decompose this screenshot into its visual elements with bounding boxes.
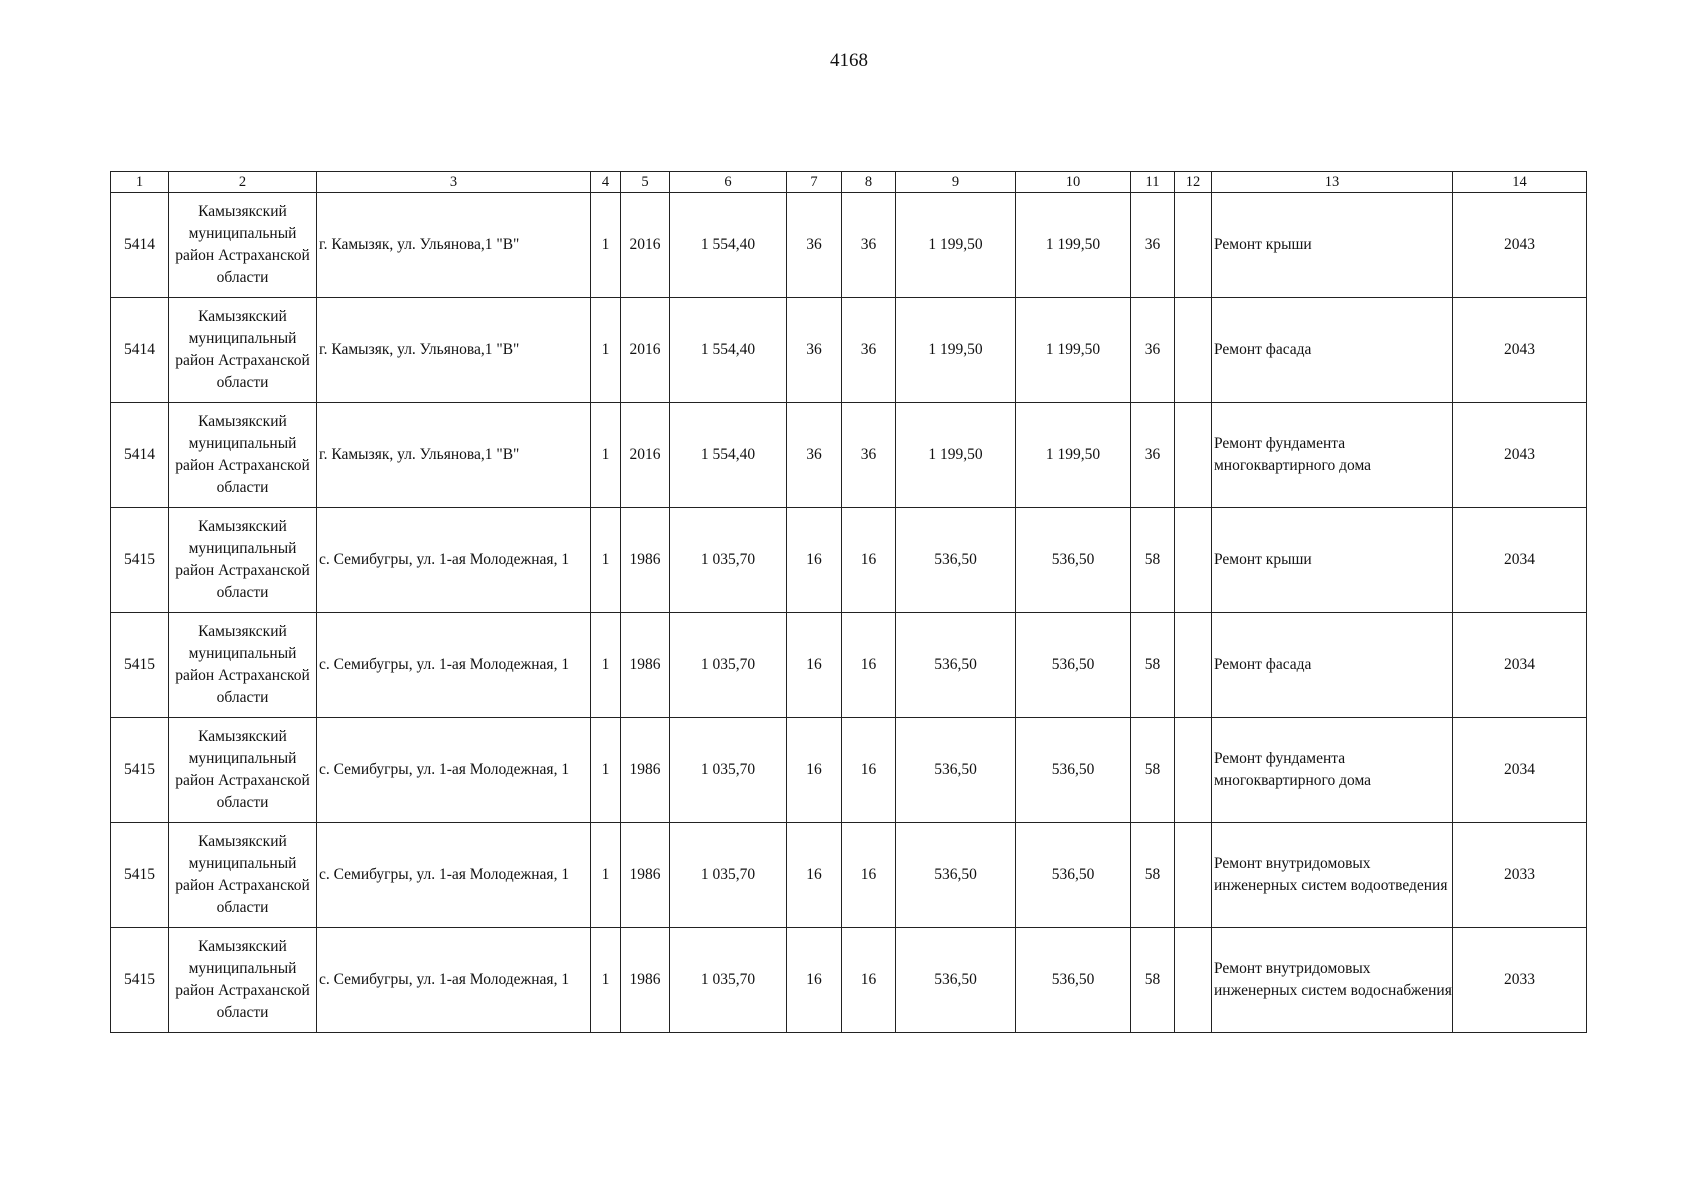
cell-col12	[1175, 928, 1212, 1033]
cell-col12	[1175, 298, 1212, 403]
cell-id: 5415	[111, 823, 169, 928]
cell-col4: 1	[591, 718, 621, 823]
cell-col9: 1 199,50	[896, 298, 1016, 403]
cell-id: 5415	[111, 718, 169, 823]
page-number: 4168	[830, 50, 868, 71]
cell-col8: 16	[842, 613, 896, 718]
cell-id: 5415	[111, 928, 169, 1033]
cell-work-type: Ремонт внутридомовых инженерных систем водоснабжения	[1212, 928, 1453, 1033]
cell-col9: 1 199,50	[896, 403, 1016, 508]
cell-col9: 536,50	[896, 613, 1016, 718]
cell-year: 2016	[621, 298, 670, 403]
cell-col7: 16	[787, 823, 842, 928]
cell-col7: 16	[787, 928, 842, 1033]
cell-municipality: Камызякский муниципальный район Астраханской области	[169, 403, 317, 508]
cell-year: 1986	[621, 613, 670, 718]
column-header: 13	[1212, 172, 1453, 193]
table-row	[111, 718, 1587, 823]
cell-address: с. Семибугры, ул. 1-ая Молодежная, 1	[317, 718, 591, 823]
cell-col10: 536,50	[1016, 613, 1131, 718]
cell-id: 5415	[111, 613, 169, 718]
cell-year: 1986	[621, 823, 670, 928]
column-header: 1	[111, 172, 169, 193]
cell-col6: 1 035,70	[670, 508, 787, 613]
cell-col9: 536,50	[896, 718, 1016, 823]
cell-col7: 16	[787, 613, 842, 718]
cell-col7: 36	[787, 403, 842, 508]
cell-col4: 1	[591, 928, 621, 1033]
cell-col10: 536,50	[1016, 928, 1131, 1033]
cell-work-type: Ремонт фасада	[1212, 613, 1453, 718]
cell-plan-year: 2043	[1453, 298, 1587, 403]
cell-work-type: Ремонт крыши	[1212, 193, 1453, 298]
cell-col12	[1175, 718, 1212, 823]
cell-address: с. Семибугры, ул. 1-ая Молодежная, 1	[317, 823, 591, 928]
cell-col4: 1	[591, 823, 621, 928]
cell-col8: 16	[842, 823, 896, 928]
cell-municipality: Камызякский муниципальный район Астраханской области	[169, 823, 317, 928]
cell-col8: 36	[842, 193, 896, 298]
cell-col4: 1	[591, 403, 621, 508]
cell-col11: 36	[1131, 403, 1175, 508]
cell-address: г. Камызяк, ул. Ульянова,1 "В"	[317, 403, 591, 508]
cell-col11: 58	[1131, 718, 1175, 823]
cell-work-type: Ремонт фасада	[1212, 298, 1453, 403]
cell-col8: 36	[842, 403, 896, 508]
table-row	[111, 403, 1587, 508]
column-header: 9	[896, 172, 1016, 193]
cell-col8: 16	[842, 718, 896, 823]
column-header: 4	[591, 172, 621, 193]
cell-col10: 536,50	[1016, 718, 1131, 823]
cell-col4: 1	[591, 193, 621, 298]
cell-address: г. Камызяк, ул. Ульянова,1 "В"	[317, 298, 591, 403]
cell-col6: 1 035,70	[670, 718, 787, 823]
cell-year: 1986	[621, 718, 670, 823]
cell-col8: 36	[842, 298, 896, 403]
cell-work-type: Ремонт фундамента многоквартирного дома	[1212, 718, 1453, 823]
cell-year: 2016	[621, 403, 670, 508]
table-row	[111, 508, 1587, 613]
cell-col11: 58	[1131, 613, 1175, 718]
cell-municipality: Камызякский муниципальный район Астраханской области	[169, 508, 317, 613]
cell-col9: 1 199,50	[896, 193, 1016, 298]
cell-address: с. Семибугры, ул. 1-ая Молодежная, 1	[317, 928, 591, 1033]
cell-col6: 1 554,40	[670, 298, 787, 403]
cell-col9: 536,50	[896, 823, 1016, 928]
cell-col6: 1 035,70	[670, 823, 787, 928]
cell-col7: 16	[787, 508, 842, 613]
cell-col7: 36	[787, 298, 842, 403]
cell-col11: 58	[1131, 508, 1175, 613]
column-header: 8	[842, 172, 896, 193]
column-header: 14	[1453, 172, 1587, 193]
column-header: 3	[317, 172, 591, 193]
cell-col10: 1 199,50	[1016, 193, 1131, 298]
header-row	[111, 172, 1587, 193]
cell-plan-year: 2033	[1453, 928, 1587, 1033]
column-header: 7	[787, 172, 842, 193]
cell-plan-year: 2034	[1453, 718, 1587, 823]
cell-col10: 1 199,50	[1016, 403, 1131, 508]
cell-municipality: Камызякский муниципальный район Астраханской области	[169, 718, 317, 823]
cell-col10: 1 199,50	[1016, 298, 1131, 403]
cell-col12	[1175, 193, 1212, 298]
table-row	[111, 298, 1587, 403]
column-header: 6	[670, 172, 787, 193]
cell-col4: 1	[591, 613, 621, 718]
cell-col7: 36	[787, 193, 842, 298]
table-body	[111, 193, 1587, 1033]
column-header: 11	[1131, 172, 1175, 193]
cell-plan-year: 2034	[1453, 508, 1587, 613]
cell-col9: 536,50	[896, 928, 1016, 1033]
cell-year: 1986	[621, 928, 670, 1033]
cell-municipality: Камызякский муниципальный район Астраханской области	[169, 928, 317, 1033]
cell-id: 5414	[111, 298, 169, 403]
cell-id: 5414	[111, 403, 169, 508]
cell-col11: 36	[1131, 298, 1175, 403]
cell-col8: 16	[842, 928, 896, 1033]
cell-col12	[1175, 508, 1212, 613]
cell-address: г. Камызяк, ул. Ульянова,1 "В"	[317, 193, 591, 298]
cell-year: 2016	[621, 193, 670, 298]
cell-col6: 1 035,70	[670, 928, 787, 1033]
cell-col4: 1	[591, 508, 621, 613]
cell-address: с. Семибугры, ул. 1-ая Молодежная, 1	[317, 508, 591, 613]
cell-col11: 58	[1131, 928, 1175, 1033]
cell-id: 5414	[111, 193, 169, 298]
table-row	[111, 823, 1587, 928]
cell-col10: 536,50	[1016, 508, 1131, 613]
cell-municipality: Камызякский муниципальный район Астраханской области	[169, 193, 317, 298]
cell-col12	[1175, 823, 1212, 928]
column-header: 5	[621, 172, 670, 193]
cell-col9: 536,50	[896, 508, 1016, 613]
cell-id: 5415	[111, 508, 169, 613]
cell-col8: 16	[842, 508, 896, 613]
repair-schedule-table	[110, 171, 1587, 1033]
cell-year: 1986	[621, 508, 670, 613]
table-row	[111, 928, 1587, 1033]
cell-col11: 36	[1131, 193, 1175, 298]
table-header	[111, 172, 1587, 193]
cell-col6: 1 554,40	[670, 193, 787, 298]
column-header: 12	[1175, 172, 1212, 193]
cell-work-type: Ремонт фундамента многоквартирного дома	[1212, 403, 1453, 508]
cell-plan-year: 2034	[1453, 613, 1587, 718]
cell-col6: 1 035,70	[670, 613, 787, 718]
column-header: 2	[169, 172, 317, 193]
cell-col12	[1175, 403, 1212, 508]
cell-address: с. Семибугры, ул. 1-ая Молодежная, 1	[317, 613, 591, 718]
cell-municipality: Камызякский муниципальный район Астраханской области	[169, 298, 317, 403]
cell-work-type: Ремонт крыши	[1212, 508, 1453, 613]
cell-plan-year: 2043	[1453, 403, 1587, 508]
cell-plan-year: 2033	[1453, 823, 1587, 928]
cell-municipality: Камызякский муниципальный район Астраханской области	[169, 613, 317, 718]
cell-col11: 58	[1131, 823, 1175, 928]
cell-col6: 1 554,40	[670, 403, 787, 508]
cell-col7: 16	[787, 718, 842, 823]
cell-work-type: Ремонт внутридомовых инженерных систем водоотведения	[1212, 823, 1453, 928]
cell-col10: 536,50	[1016, 823, 1131, 928]
cell-plan-year: 2043	[1453, 193, 1587, 298]
column-header: 10	[1016, 172, 1131, 193]
cell-col4: 1	[591, 298, 621, 403]
table-row	[111, 613, 1587, 718]
table-row	[111, 193, 1587, 298]
cell-col12	[1175, 613, 1212, 718]
